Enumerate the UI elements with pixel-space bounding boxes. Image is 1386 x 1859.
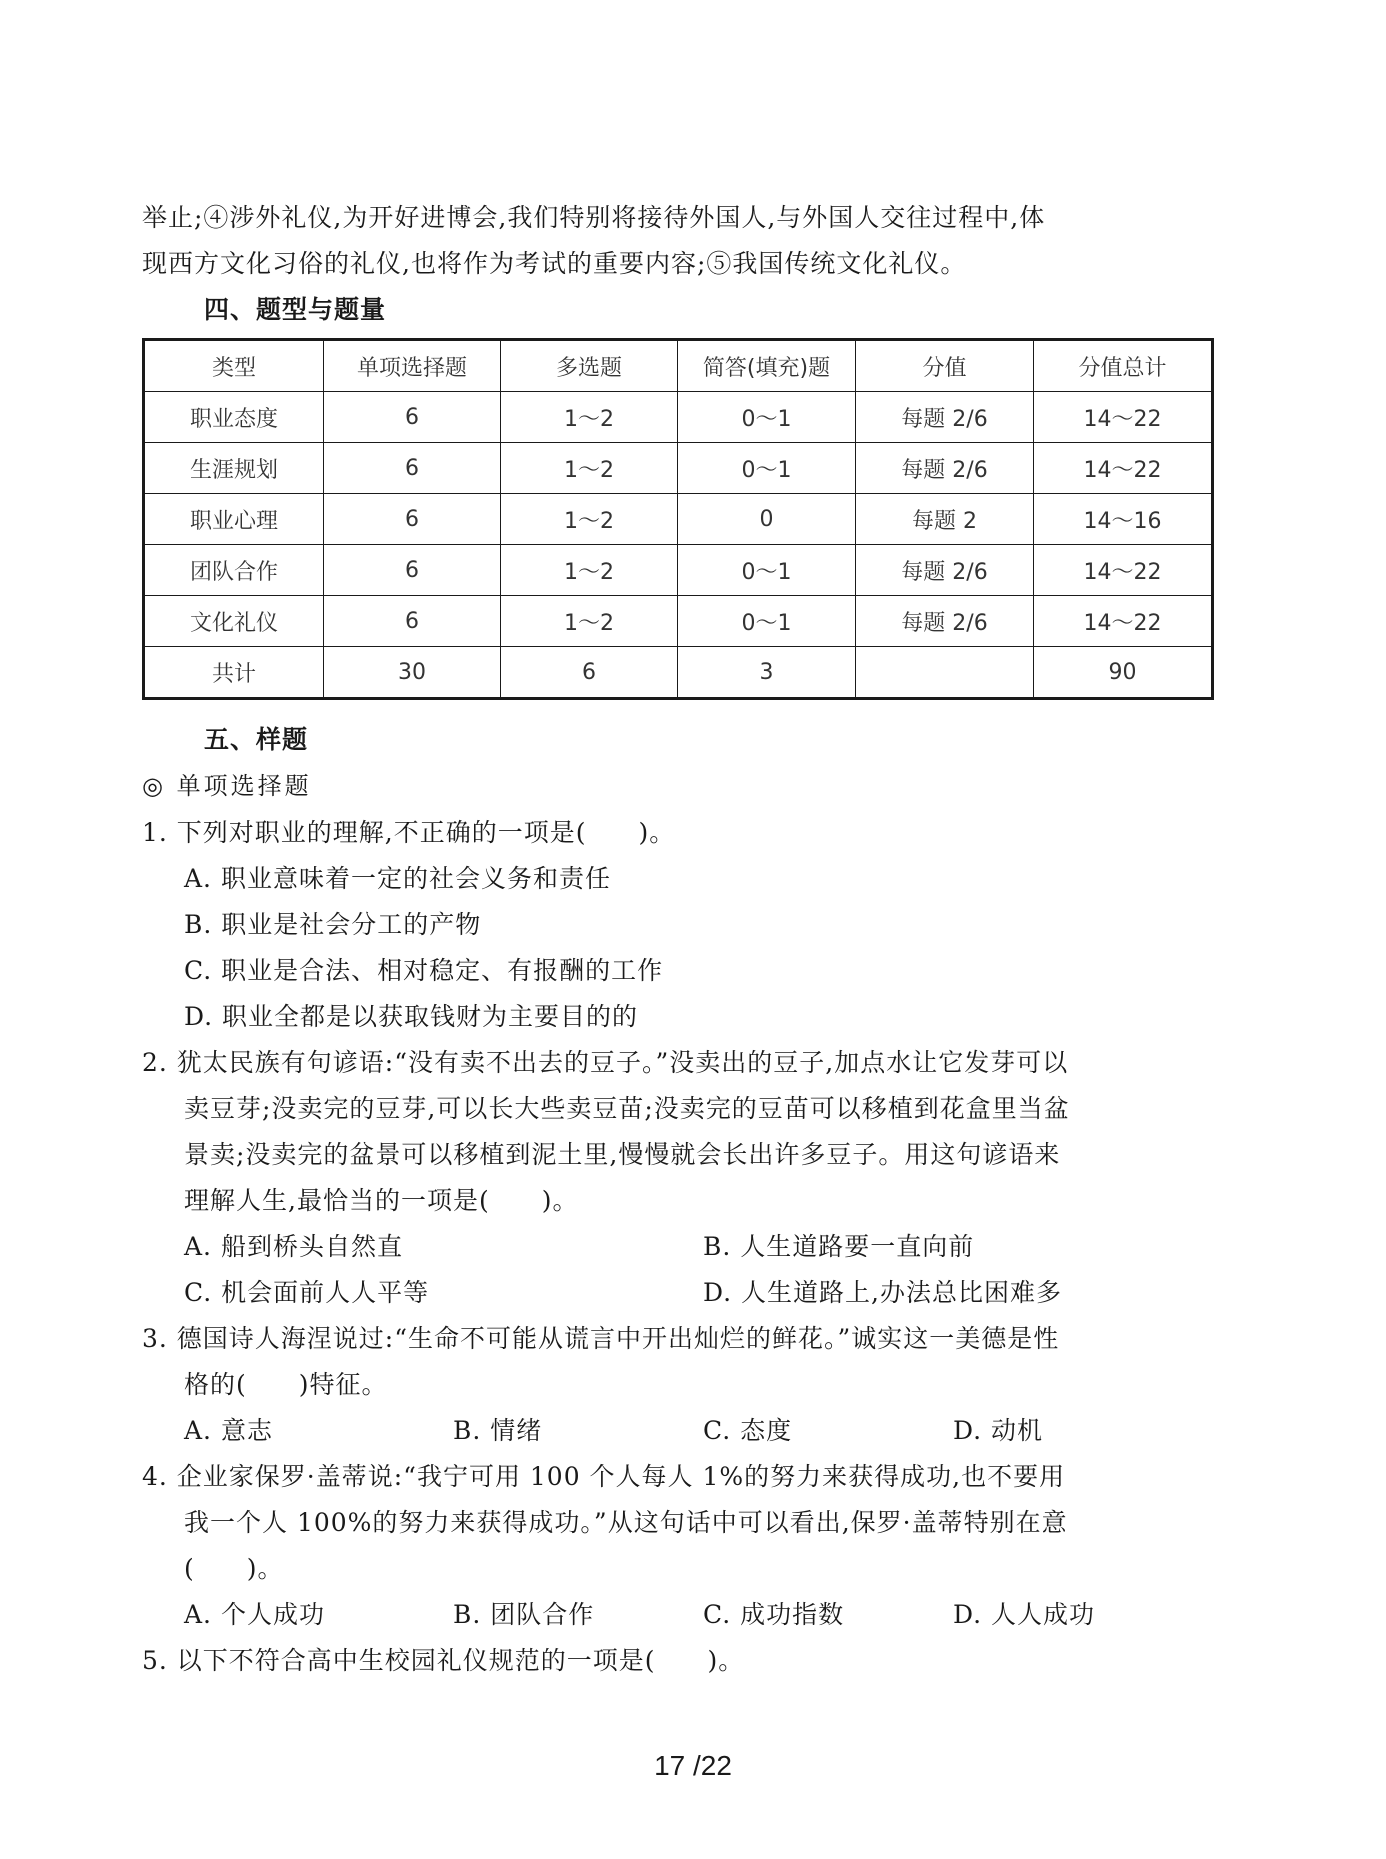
table-cell: 每题 2/6	[856, 545, 1034, 596]
exam-structure-table	[142, 338, 1214, 700]
table-header-cell: 单项选择题	[324, 340, 501, 392]
table-cell: 职业心理	[144, 494, 324, 545]
table-cell: 文化礼仪	[144, 596, 324, 647]
table-cell: 6	[324, 443, 501, 494]
table-header-cell: 分值总计	[1034, 340, 1213, 392]
question-1-stem: 1. 下列对职业的理解,不正确的一项是( )。	[142, 818, 676, 847]
question-4-option-c: C. 成功指数	[703, 1600, 845, 1629]
question-2-line-2: 卖豆芽;没卖完的豆芽,可以长大些卖豆苗;没卖完的豆苗可以移植到花盒里当盆	[184, 1094, 1070, 1123]
table-cell: 1～2	[501, 392, 678, 443]
table-row	[144, 494, 1213, 545]
section-4-title: 四、题型与题量	[204, 295, 387, 324]
table-cell: 14～22	[1034, 545, 1213, 596]
table-cell: 1～2	[501, 494, 678, 545]
question-4-line-3: ( )。	[184, 1554, 284, 1583]
table-header-cell: 分值	[856, 340, 1034, 392]
question-4-line-2: 我一个人 100%的努力来获得成功。”从这句话中可以看出,保罗·盖蒂特别在意	[184, 1508, 1068, 1537]
table-cell: 14～16	[1034, 494, 1213, 545]
question-1-option-c: C. 职业是合法、相对稳定、有报酬的工作	[184, 956, 664, 985]
table-cell: 生涯规划	[144, 443, 324, 494]
table-cell: 6	[324, 392, 501, 443]
question-4-line-1: 4. 企业家保罗·盖蒂说:“我宁可用 100 个人每人 1%的努力来获得成功,也不要用	[142, 1462, 1066, 1491]
table-cell: 14～22	[1034, 596, 1213, 647]
intro-line-1: 举止;④涉外礼仪,为开好进博会,我们特别将接待外国人,与外国人交往过程中,体	[142, 203, 1046, 232]
question-1-option-b: B. 职业是社会分工的产物	[184, 910, 482, 939]
table-cell: 1～2	[501, 596, 678, 647]
question-4-option-d: D. 人人成功	[953, 1600, 1096, 1629]
question-3-option-c: C. 态度	[703, 1416, 793, 1445]
table-cell: 每题 2/6	[856, 392, 1034, 443]
question-3-option-b: B. 情绪	[453, 1416, 543, 1445]
table-cell: 90	[1034, 647, 1213, 699]
table-cell: 0～1	[678, 392, 856, 443]
table-cell: 30	[324, 647, 501, 699]
question-3-option-d: D. 动机	[953, 1416, 1044, 1445]
table-cell: 0	[678, 494, 856, 545]
table-cell: 1～2	[501, 443, 678, 494]
question-4-option-a: A. 个人成功	[184, 1600, 325, 1629]
question-5-stem: 5. 以下不符合高中生校园礼仪规范的一项是( )。	[142, 1646, 745, 1675]
question-2-line-3: 景卖;没卖完的盆景可以移植到泥土里,慢慢就会长出许多豆子。用这句谚语来	[184, 1140, 1061, 1169]
table-header-cell: 类型	[144, 340, 324, 392]
table-cell: 6	[324, 596, 501, 647]
question-3-option-a: A. 意志	[184, 1416, 273, 1445]
question-2-line-1: 2. 犹太民族有句谚语:“没有卖不出去的豆子。”没卖出的豆子,加点水让它发芽可以	[142, 1048, 1069, 1077]
question-1-option-a: A. 职业意味着一定的社会义务和责任	[184, 864, 611, 893]
question-4-option-b: B. 团队合作	[453, 1600, 595, 1629]
table-row	[144, 392, 1213, 443]
section-5-title: 五、样题	[204, 725, 309, 754]
page-number: 17 /22	[654, 1750, 732, 1781]
question-1-option-d: D. 职业全都是以获取钱财为主要目的的	[184, 1002, 639, 1031]
table-cell	[856, 647, 1034, 699]
table-cell: 0～1	[678, 443, 856, 494]
table-cell: 团队合作	[144, 545, 324, 596]
section-5-subtitle: ◎ 单项选择题	[142, 772, 312, 800]
question-2-line-4: 理解人生,最恰当的一项是( )。	[184, 1186, 579, 1215]
table-row	[144, 443, 1213, 494]
table-row	[144, 596, 1213, 647]
table-cell: 每题 2/6	[856, 443, 1034, 494]
question-2-option-b: B. 人生道路要一直向前	[703, 1232, 975, 1261]
table-cell: 0～1	[678, 545, 856, 596]
table-row	[144, 545, 1213, 596]
question-2-option-d: D. 人生道路上,办法总比困难多	[703, 1278, 1062, 1307]
table-cell: 职业态度	[144, 392, 324, 443]
table-cell: 6	[324, 545, 501, 596]
table-total-row	[144, 647, 1213, 699]
table-header-cell: 多选题	[501, 340, 678, 392]
table-cell: 6	[501, 647, 678, 699]
table-cell: 每题 2	[856, 494, 1034, 545]
table-cell: 1～2	[501, 545, 678, 596]
question-2-option-c: C. 机会面前人人平等	[184, 1278, 430, 1307]
table-cell: 共计	[144, 647, 324, 699]
table-cell: 14～22	[1034, 443, 1213, 494]
question-2-option-a: A. 船到桥头自然直	[184, 1232, 403, 1261]
question-3-line-1: 3. 德国诗人海涅说过:“生命不可能从谎言中开出灿烂的鲜花。”诚实这一美德是性	[142, 1324, 1060, 1353]
intro-line-2: 现西方文化习俗的礼仪,也将作为考试的重要内容;⑤我国传统文化礼仪。	[142, 249, 967, 278]
table-cell: 每题 2/6	[856, 596, 1034, 647]
table-cell: 6	[324, 494, 501, 545]
table-header-row	[144, 340, 1213, 392]
table-cell: 14～22	[1034, 392, 1213, 443]
table-cell: 3	[678, 647, 856, 699]
table-cell: 0～1	[678, 596, 856, 647]
question-3-line-2: 格的( )特征。	[184, 1370, 388, 1399]
table-header-cell: 简答(填充)题	[678, 340, 856, 392]
